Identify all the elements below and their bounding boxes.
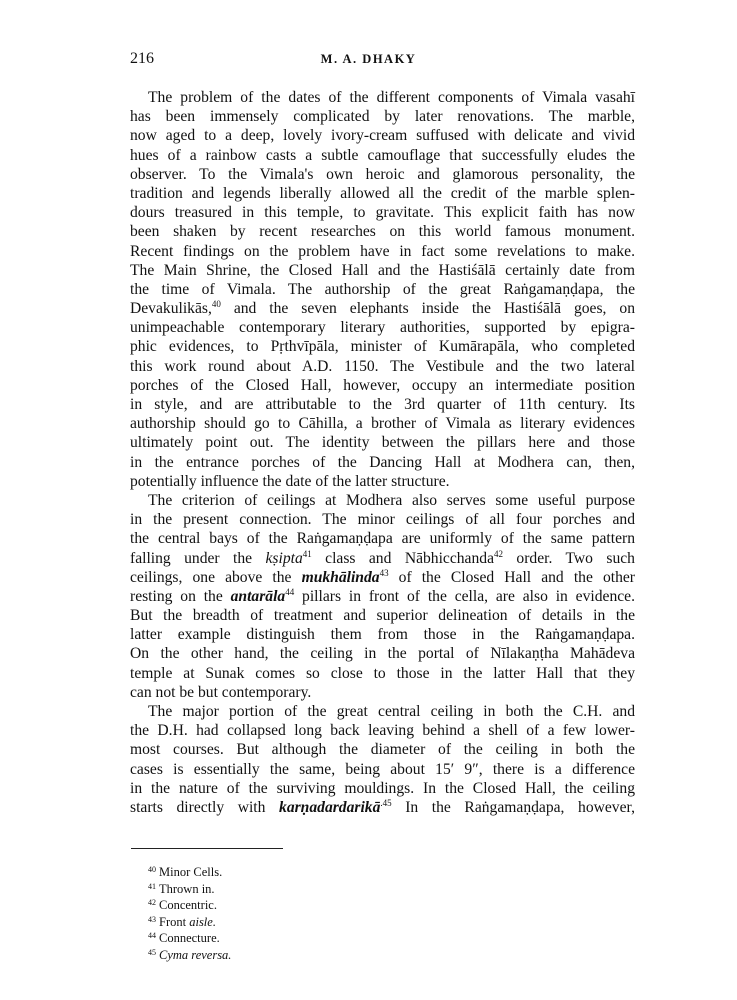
footnote-ref: 44 — [285, 586, 295, 597]
italic-term: antarāla — [230, 587, 286, 605]
text-run: In the Raṅgamaṇḍapa, however, — [391, 798, 635, 816]
text-line — [130, 203, 635, 222]
text-run: in the nature of the surviving mouldings. In the Closed Hall, the ceiling — [130, 779, 635, 797]
text-line — [130, 165, 635, 184]
footnote — [148, 895, 231, 912]
footnote-number: 43 — [148, 914, 156, 924]
text-line — [130, 606, 635, 625]
text-run: But the breadth of treatment and superior delineation of details in the — [130, 607, 635, 625]
footnote-rule — [131, 848, 283, 849]
text-run: class and Nābhicchanda — [311, 549, 494, 567]
text-line — [130, 146, 635, 165]
text-run: phic evidences, to Pṛthvīpāla, minister of Kumārapāla, who completed — [130, 338, 635, 356]
text-line — [130, 491, 635, 510]
text-run: the central bays of the Raṅgamaṇḍapa are uniformly of the same pattern — [130, 530, 635, 548]
text-run: pillars in front of the cella, are also in evidence. — [294, 587, 635, 605]
footnote-text: Minor Cells. — [159, 865, 223, 879]
text-run: ceilings, one above the — [130, 568, 302, 586]
text-run: The criterion of ceilings at Modhera also serves some useful purpose — [148, 491, 635, 509]
footnote-ref: 42 — [494, 548, 503, 559]
text-line — [130, 721, 635, 740]
text-line — [130, 414, 635, 433]
footnote — [148, 879, 231, 896]
footnote-text: Concentric. — [159, 898, 217, 912]
italic-term: karṇadardarikā — [279, 798, 381, 816]
text-run: this work round about A.D. 1150. The Vestibule and the two lateral — [130, 357, 635, 375]
text-run: has been immensely complicated by later renovations. The marble, — [130, 108, 635, 126]
text-line — [130, 549, 635, 568]
text-line — [130, 625, 635, 644]
text-run: can not be but contemporary. — [130, 683, 312, 701]
text-line — [130, 568, 635, 587]
text-run: the time of Vimala. The authorship of the great Raṅgamaṇḍapa, the — [130, 280, 635, 298]
footnote-text: Thrown in. — [159, 881, 215, 896]
footnotes — [148, 862, 231, 961]
text-run: resting on the — [130, 587, 231, 605]
text-line — [130, 453, 635, 472]
text-line — [130, 760, 635, 779]
text-line — [130, 510, 635, 529]
text-run: and the seven elephants inside the Hastiśālā goes, on — [220, 300, 635, 318]
text-run: potentially influence the date of the latter structure. — [130, 472, 450, 490]
running-head: M. A. DHAKY — [320, 52, 417, 66]
footnote — [148, 912, 231, 929]
text-line — [130, 357, 635, 376]
text-line — [130, 395, 635, 414]
text-run: The major portion of the great central ceiling in both the C.H. and — [148, 703, 635, 720]
text-run: On the other hand, the ceiling in the portal of Nīlakaṇṭha Mahādeva — [130, 645, 635, 663]
text-line — [130, 664, 635, 683]
text-run: of the Closed Hall and the other — [388, 568, 635, 586]
footnote — [148, 928, 231, 945]
text-line — [130, 184, 635, 203]
footnote-number: 44 — [148, 931, 156, 940]
text-line — [130, 529, 635, 548]
text-line — [130, 779, 635, 798]
text-run: in the present connection. The minor ceilings of all four porches and — [130, 511, 635, 529]
text-run: now aged to a deep, lovely ivory-cream suffused with delicate and vivid — [130, 127, 635, 145]
text-line — [130, 318, 635, 337]
text-run: authorship should go to Cāhilla, a brother of Vimala as literary evidences — [130, 415, 635, 433]
text-run: temple at Sunak comes so close to those in the latter Hall that they — [130, 664, 635, 682]
text-line — [130, 126, 635, 145]
text-line — [130, 472, 635, 491]
italic-term: kṣipta — [265, 549, 303, 567]
footnote-number: 42 — [148, 898, 156, 907]
text-run: The Main Shrine, the Closed Hall and the Hastiśālā certainly date from — [130, 261, 635, 279]
text-run: order. Two such — [503, 549, 635, 567]
text-run: most courses. But although the diameter of the ceiling in both the — [130, 741, 635, 759]
text-line — [130, 433, 635, 452]
footnote — [148, 945, 231, 962]
italic-term: mukhālinda — [301, 568, 380, 586]
text-run: ultimately point out. The identity between the pillars here and those — [130, 434, 635, 452]
page-number: 216 — [130, 50, 154, 67]
text-run: latter example distinguish them from those in the Raṅgamaṇḍapa. — [130, 626, 635, 644]
text-line — [130, 337, 635, 356]
text-line — [130, 683, 635, 702]
footnote-number: 41 — [148, 881, 156, 891]
footnote-italic: Cyma reversa. — [159, 947, 232, 962]
footnote-ref: 43 — [379, 567, 389, 578]
footnote-number: 40 — [148, 865, 156, 874]
text-run: cases is essentially the same, being about 15′ 9″, there is a difference — [130, 760, 635, 778]
text-line — [130, 376, 635, 395]
footnote-number: 45 — [148, 947, 156, 957]
text-run: been shaken by recent researches on this world famous monument. — [130, 223, 635, 241]
footnote-text: Connecture. — [159, 931, 220, 945]
text-run: tradition and legends liberally allowed all the credit of the marble splen- — [130, 184, 635, 202]
text-line — [130, 280, 635, 299]
footnote-ref: 40 — [211, 299, 221, 310]
footnote-ref: 41 — [302, 548, 312, 559]
body-text — [130, 88, 635, 817]
text-line — [130, 798, 635, 817]
footnote-text: Front — [159, 914, 190, 929]
text-line — [130, 242, 635, 261]
text-run: hues of a rainbow casts a subtle camouflage that successfully eludes the — [130, 146, 635, 164]
text-line — [130, 587, 635, 606]
text-line — [130, 222, 635, 241]
text-run: The problem of the dates of the different components of Vimala vasahī — [148, 89, 635, 106]
footnote-italic: aisle. — [189, 914, 216, 929]
text-run: in style, and are attributable to the 3rd quarter of 11th century. Its — [130, 396, 635, 413]
text-line — [130, 107, 635, 126]
text-run: the D.H. had collapsed long back leaving behind a shell of a few lower- — [130, 722, 635, 740]
footnote — [148, 862, 231, 879]
text-run: dours treasured in this temple, to gravitate. This explicit faith has now — [130, 204, 635, 222]
text-run: falling under the — [130, 549, 266, 567]
footnote-ref: .45 — [380, 797, 392, 808]
text-line — [130, 299, 635, 318]
text-line — [130, 702, 635, 721]
text-run: starts directly with — [130, 798, 280, 816]
text-line — [130, 261, 635, 280]
text-run: observer. To the Vimala's own heroic and glamorous personality, the — [130, 165, 635, 183]
text-run: in the entrance porches of the Dancing Hall at Modhera can, then, — [130, 453, 635, 471]
text-line — [130, 740, 635, 759]
text-run: Devakulikās, — [130, 300, 212, 318]
text-line — [130, 88, 635, 107]
text-run: porches of the Closed Hall, however, occupy an intermediate position — [130, 376, 635, 394]
text-run: Recent findings on the problem have in fact some revelations to make. — [130, 242, 635, 260]
text-run: unimpeachable contemporary literary authorities, supported by epigra- — [130, 319, 635, 337]
text-line — [130, 644, 635, 663]
